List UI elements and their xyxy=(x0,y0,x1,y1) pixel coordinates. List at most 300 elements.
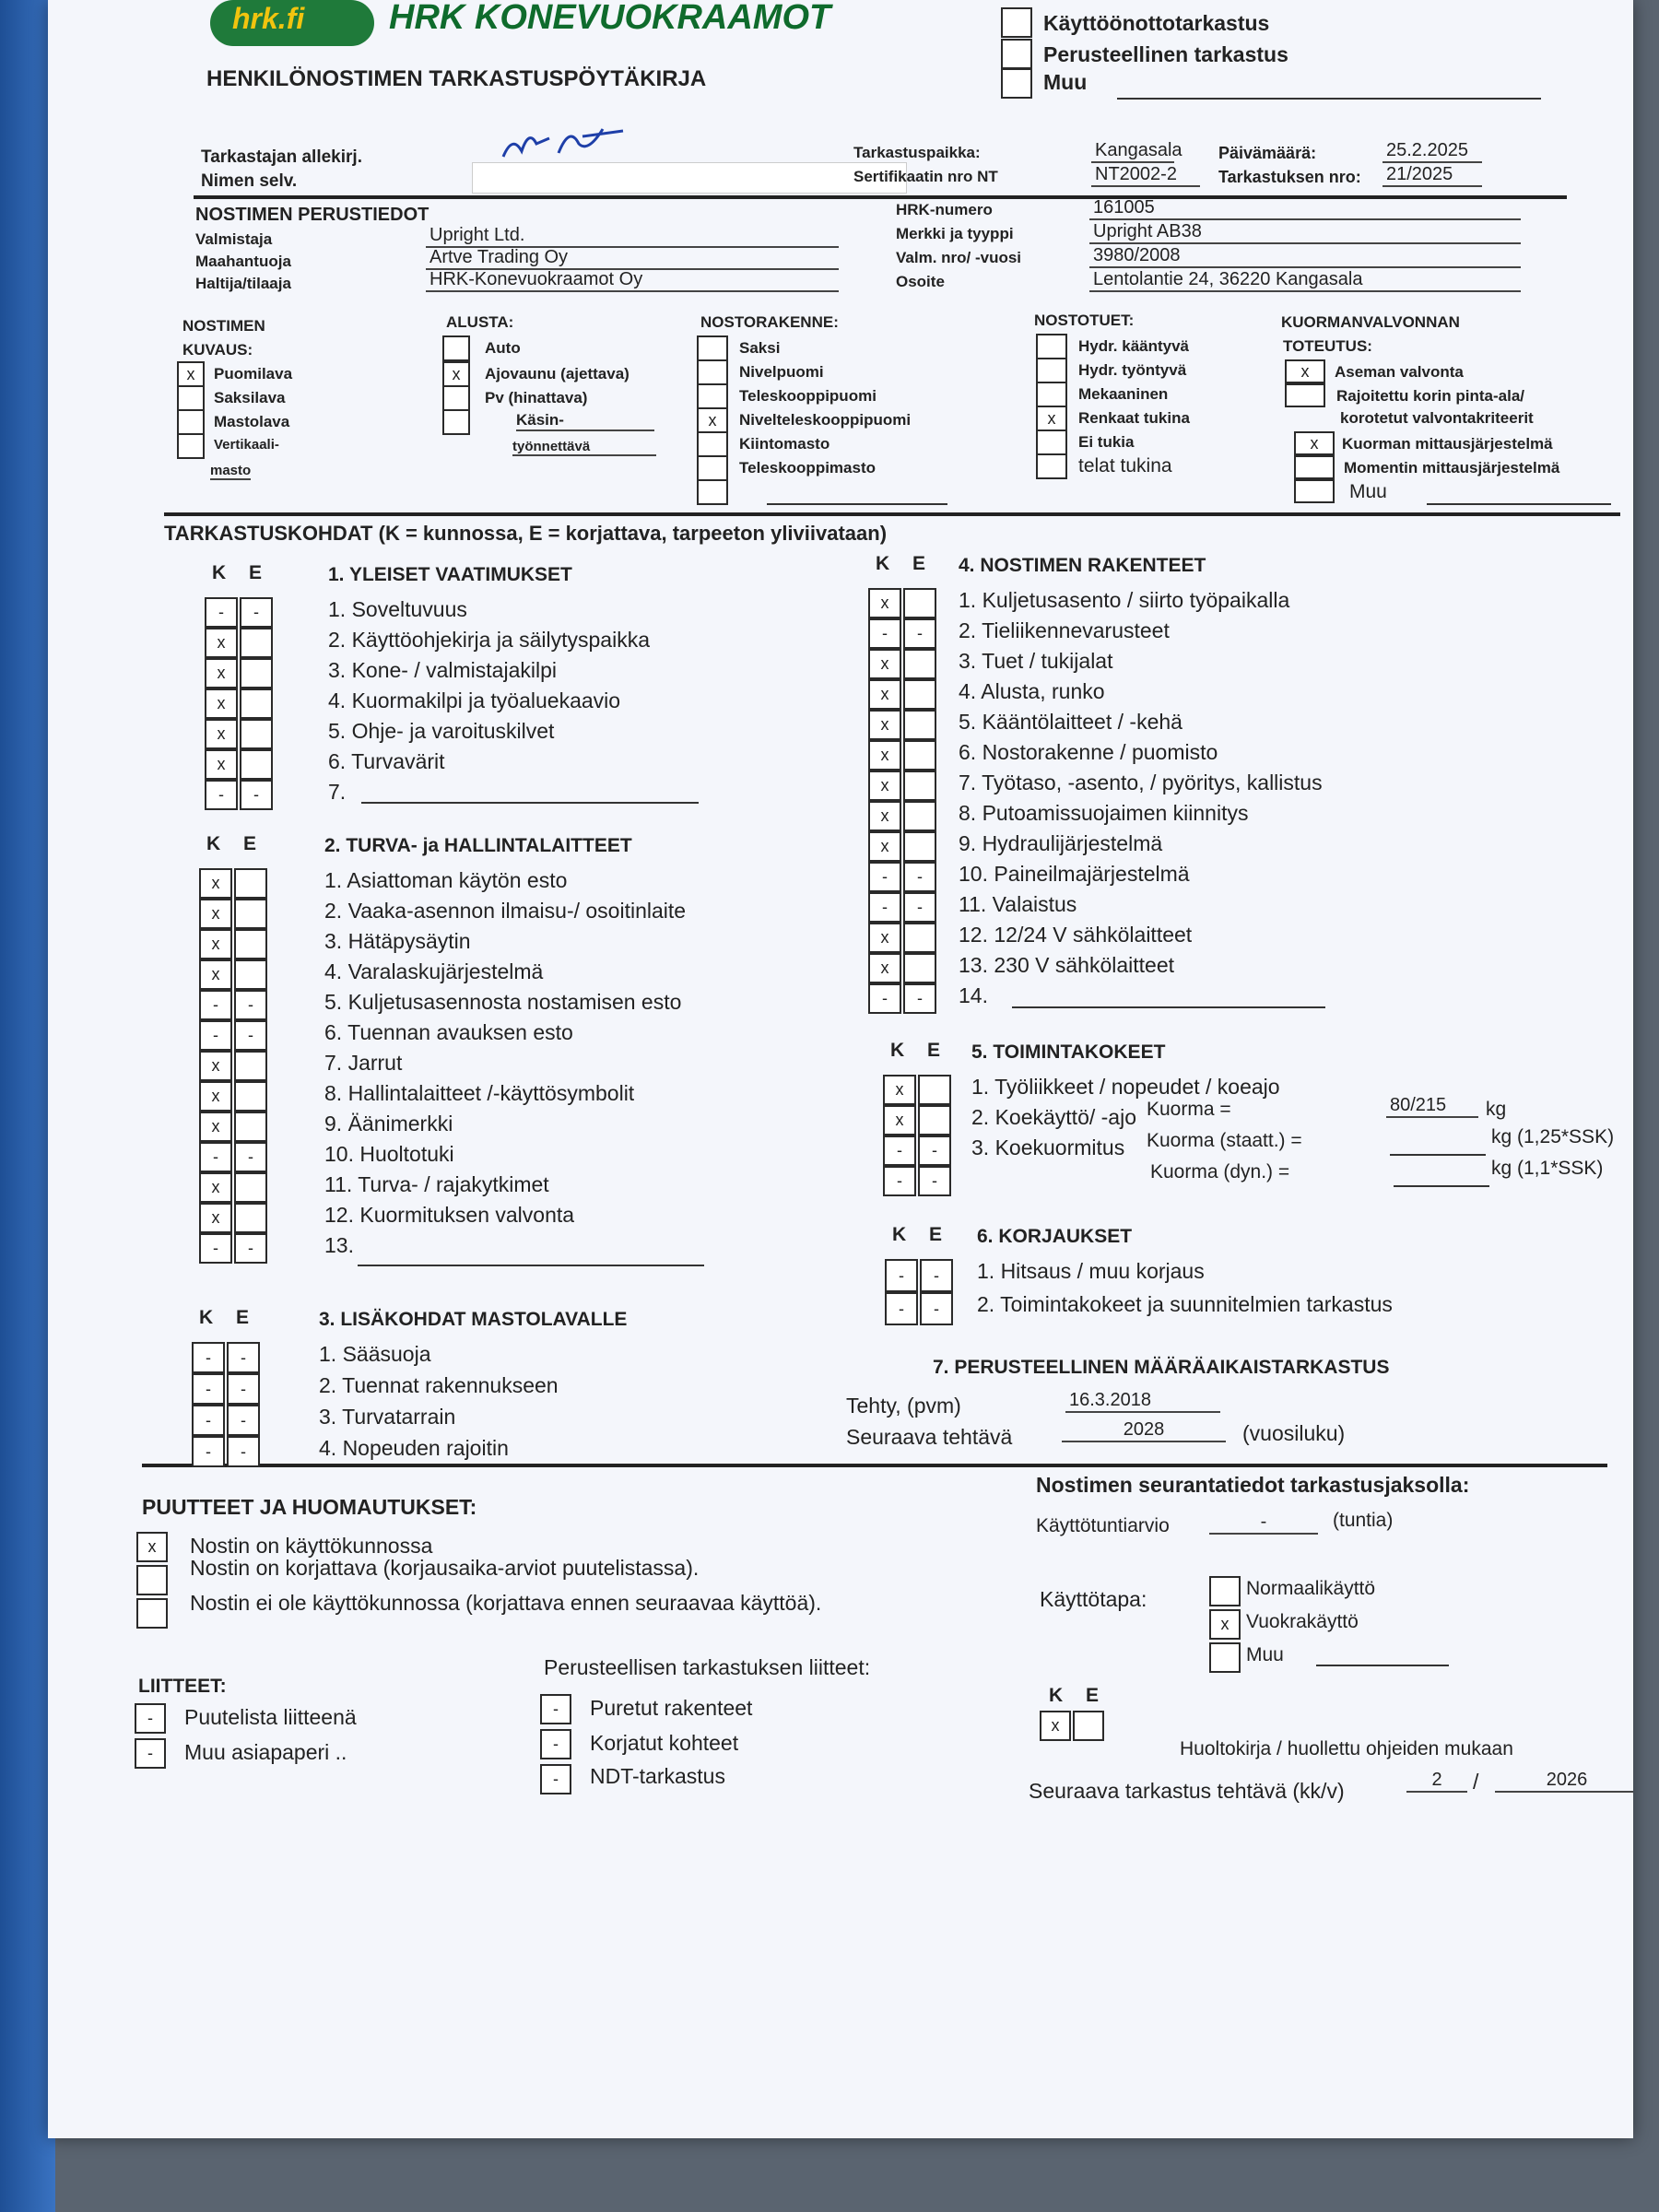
tuet-checkbox-2[interactable] xyxy=(1036,382,1067,407)
done-value: 16.3.2018 xyxy=(1065,1390,1220,1413)
rakenne-checkbox-0[interactable] xyxy=(697,335,728,361)
general-e-checkbox[interactable] xyxy=(240,688,273,719)
next-inspection-month: 2 xyxy=(1406,1770,1467,1793)
structures-k-checkbox[interactable]: - xyxy=(868,618,901,649)
general-k-checkbox[interactable]: x xyxy=(205,719,238,749)
safety-item-label: 5. Kuljetusasennosta nostamisen esto xyxy=(324,990,682,1014)
signer-label: Tarkastajan allekirj. xyxy=(201,147,362,167)
safety-item-label: 7. Jarrut xyxy=(324,1051,403,1075)
function-title: 5. TOIMINTAKOKEET xyxy=(971,1041,1166,1063)
structures-item-label: 5. Kääntölaitteet / -kehä xyxy=(959,710,1182,734)
structures-item-label: 6. Nostorakenne / puomisto xyxy=(959,740,1218,764)
basic-title: NOSTIMEN PERUSTIEDOT xyxy=(195,205,429,225)
load-unit: kg xyxy=(1486,1099,1507,1120)
remark-checkbox-1[interactable] xyxy=(136,1565,168,1595)
type-checkbox-1[interactable] xyxy=(1001,39,1032,69)
rakenne-label-5: Teleskooppimasto xyxy=(739,459,876,477)
structures-e-checkbox[interactable] xyxy=(903,801,936,831)
safety-e-checkbox[interactable] xyxy=(234,929,267,959)
tuet-checkbox-0[interactable] xyxy=(1036,334,1067,359)
insp-no-value: 21/2025 xyxy=(1382,164,1482,187)
safety-k-checkbox[interactable]: x xyxy=(199,1081,232,1112)
safety-e-checkbox[interactable] xyxy=(234,1112,267,1142)
general-e-checkbox[interactable] xyxy=(240,628,273,658)
remark-label-1: Nostin on korjattava (korjausaika-arviot puutelistassa). xyxy=(190,1556,700,1580)
general-title: 1. YLEISET VAATIMUKSET xyxy=(328,564,572,585)
checks-title: TARKASTUSKOHDAT (K = kunnossa, E = korjattava, tarpeeton yliviivataan) xyxy=(164,522,888,545)
structures-item-label: 11. Valaistus xyxy=(959,892,1077,916)
structures-e-checkbox[interactable] xyxy=(903,771,936,801)
kuvaus-label-1: Saksilava xyxy=(214,389,286,406)
dyn-load-label: Kuorma (dyn.) = xyxy=(1150,1161,1290,1182)
safety-item-label: 9. Äänimerkki xyxy=(324,1112,453,1135)
type-label-2: Muu xyxy=(1043,70,1088,94)
usage-label-2: Muu xyxy=(1246,1644,1284,1665)
alusta-label-1: Ajovaunu (ajettava) xyxy=(485,365,629,382)
hrk-label: HRK-numero xyxy=(896,201,993,218)
type-label-1: Perusteellinen tarkastus xyxy=(1043,42,1288,66)
mast-k-header: K xyxy=(199,1307,214,1328)
mast-item-label: 1. Sääsuoja xyxy=(319,1342,431,1366)
valvonta-checkbox-4[interactable] xyxy=(1294,479,1335,503)
function-item-label: 2. Koekäyttö/ -ajo xyxy=(971,1105,1136,1129)
general-e-checkbox[interactable] xyxy=(240,719,273,749)
importer-value: Artve Trading Oy xyxy=(426,247,839,270)
hours-unit: (tuntia) xyxy=(1333,1510,1394,1531)
tuet-checkbox-5[interactable] xyxy=(1036,453,1067,479)
address-value: Lentolantie 24, 36220 Kangasala xyxy=(1089,269,1521,292)
safety-e-checkbox[interactable] xyxy=(234,1081,267,1112)
kuvaus-checkbox-0[interactable]: x xyxy=(177,361,205,387)
rakenne-checkbox-6[interactable] xyxy=(697,479,728,505)
safety-e-checkbox[interactable] xyxy=(234,959,267,990)
remark-checkbox-2[interactable] xyxy=(136,1598,168,1629)
maker-value: Upright Ltd. xyxy=(426,225,839,248)
safety-k-checkbox[interactable]: - xyxy=(199,1233,232,1264)
structures-k-checkbox[interactable]: x xyxy=(868,831,901,862)
structures-item-label: 9. Hydraulijärjestelmä xyxy=(959,831,1163,855)
folder-edge xyxy=(0,0,55,2212)
mast-title: 3. LISÄKOHDAT MASTOLAVALLE xyxy=(319,1309,628,1330)
safety-item-label: 13. xyxy=(324,1233,354,1257)
kuvaus-title-1: NOSTIMEN xyxy=(182,317,265,335)
safety-item-label: 4. Varalaskujärjestelmä xyxy=(324,959,544,983)
alusta-extra-2: työnnettävä xyxy=(512,439,656,456)
kuvaus-checkbox-3[interactable] xyxy=(177,433,205,459)
structures-title: 4. NOSTIMEN RAKENTEET xyxy=(959,555,1206,576)
alusta-label-2: Pv (hinattava) xyxy=(485,389,588,406)
mast-k-checkbox[interactable]: - xyxy=(192,1405,225,1436)
tuet-label-2: Mekaaninen xyxy=(1078,385,1169,403)
general-e-header: E xyxy=(249,562,263,583)
blank-item-line xyxy=(358,1265,704,1266)
remarks-title: PUUTTEET JA HUOMAUTUKSET: xyxy=(142,1495,477,1519)
next-inspection-label: Seuraava tarkastus tehtävä (kk/v) xyxy=(1029,1779,1345,1803)
alusta-checkbox-3[interactable] xyxy=(442,409,470,435)
thorough-checkbox-0[interactable]: - xyxy=(540,1694,571,1724)
tuet-checkbox-3[interactable]: x xyxy=(1036,406,1067,431)
repairs-k-checkbox[interactable]: - xyxy=(885,1259,918,1292)
mast-k-checkbox[interactable]: - xyxy=(192,1436,225,1467)
function-k-checkbox[interactable]: - xyxy=(883,1135,916,1166)
dyn-load-unit: kg (1,1*SSK) xyxy=(1491,1158,1604,1179)
attachment-checkbox-1[interactable]: - xyxy=(135,1738,166,1769)
safety-k-checkbox[interactable]: x xyxy=(199,1051,232,1081)
service-k-header: K xyxy=(1049,1685,1064,1706)
general-item-label: 1. Soveltuvuus xyxy=(328,597,467,621)
repairs-item-label: 2. Toimintakokeet ja suunnitelmien tarkastus xyxy=(977,1292,1393,1316)
function-k-checkbox[interactable]: x xyxy=(883,1105,916,1135)
safety-e-checkbox[interactable] xyxy=(234,868,267,899)
thorough-checkbox-1[interactable]: - xyxy=(540,1729,571,1759)
structures-item-label: 2. Tieliikennevarusteet xyxy=(959,618,1170,642)
followup-title: Nostimen seurantatiedot tarkastusjaksolla: xyxy=(1036,1473,1470,1497)
valvonta-checkbox-0[interactable]: x xyxy=(1285,359,1325,383)
general-k-checkbox[interactable]: - xyxy=(205,597,238,628)
structures-e-checkbox[interactable] xyxy=(903,923,936,953)
safety-item-label: 2. Vaaka-asennon ilmaisu-/ osoitinlaite xyxy=(324,899,687,923)
thorough-label-2: NDT-tarkastus xyxy=(590,1764,725,1788)
safety-item-label: 10. Huoltotuki xyxy=(324,1142,454,1166)
general-e-checkbox[interactable]: - xyxy=(240,597,273,628)
structures-e-checkbox[interactable] xyxy=(903,679,936,710)
thorough-checkbox-2[interactable]: - xyxy=(540,1764,571,1794)
tuet-label-3: Renkaat tukina xyxy=(1078,409,1190,427)
rakenne-label-0: Saksi xyxy=(739,339,781,357)
rakenne-title: NOSTORAKENNE: xyxy=(700,313,839,331)
structures-e-checkbox[interactable] xyxy=(903,710,936,740)
safety-k-checkbox[interactable]: - xyxy=(199,1020,232,1051)
logo-text: hrk.fi xyxy=(232,2,305,35)
valvonta-label-0: Aseman valvonta xyxy=(1335,363,1464,381)
general-k-checkbox[interactable]: x xyxy=(205,628,238,658)
structures-e-checkbox[interactable]: - xyxy=(903,892,936,923)
owner-value: HRK-Konevuokraamot Oy xyxy=(426,269,839,292)
tuet-label-0: Hydr. kääntyvä xyxy=(1078,337,1190,355)
general-k-checkbox[interactable]: x xyxy=(205,688,238,719)
repairs-e-checkbox[interactable]: - xyxy=(920,1259,953,1292)
name-label: Nimen selv. xyxy=(201,171,298,191)
usage-checkbox-0[interactable] xyxy=(1209,1576,1241,1606)
structures-k-checkbox[interactable]: x xyxy=(868,953,901,983)
tuet-label-5: telat tukina xyxy=(1078,455,1172,477)
function-k-checkbox[interactable]: x xyxy=(883,1075,916,1105)
next-thorough-unit: (vuosiluku) xyxy=(1242,1421,1346,1445)
divider-3 xyxy=(142,1464,1607,1467)
tuet-label-1: Hydr. työntyvä xyxy=(1078,361,1187,379)
alusta-checkbox-1[interactable]: x xyxy=(442,361,470,387)
structures-item-label: 7. Työtaso, -asento, / pyöritys, kallistus xyxy=(959,771,1323,794)
valvonta-extra: korotetut valvontakriteerit xyxy=(1340,409,1534,427)
structures-k-checkbox[interactable]: - xyxy=(868,983,901,1014)
general-k-checkbox[interactable]: x xyxy=(205,658,238,688)
structures-item-label: 13. 230 V sähkölaitteet xyxy=(959,953,1174,977)
structures-k-checkbox[interactable]: x xyxy=(868,649,901,679)
structures-e-checkbox[interactable]: - xyxy=(903,618,936,649)
repairs-k-checkbox[interactable]: - xyxy=(885,1292,918,1325)
usage-label-0: Normaalikäyttö xyxy=(1246,1578,1376,1599)
general-e-checkbox[interactable] xyxy=(240,749,273,780)
general-item-label: 6. Turvavärit xyxy=(328,749,445,773)
mast-item-label: 2. Tuennat rakennukseen xyxy=(319,1373,559,1397)
function-e-checkbox[interactable]: - xyxy=(918,1166,951,1196)
hrk-value: 161005 xyxy=(1089,197,1521,220)
general-item-label: 3. Kone- / valmistajakilpi xyxy=(328,658,557,682)
structures-item-label: 3. Tuet / tukijalat xyxy=(959,649,1113,673)
safety-e-checkbox[interactable] xyxy=(234,1051,267,1081)
structures-k-checkbox[interactable]: x xyxy=(868,740,901,771)
serial-value: 3980/2008 xyxy=(1089,245,1521,268)
thorough-title: 7. PERUSTEELLINEN MÄÄRÄAIKAISTARKASTUS xyxy=(933,1357,1390,1378)
structures-k-checkbox[interactable]: - xyxy=(868,892,901,923)
safety-title: 2. TURVA- ja HALLINTALAITTEET xyxy=(324,835,632,856)
tuet-checkbox-1[interactable] xyxy=(1036,358,1067,383)
rakenne-label-2: Teleskooppipuomi xyxy=(739,387,877,405)
serial-label: Valm. nro/ -vuosi xyxy=(896,249,1022,266)
safety-e-checkbox[interactable]: - xyxy=(234,1020,267,1051)
address-label: Osoite xyxy=(896,273,945,290)
hours-label: Käyttötuntiarvio xyxy=(1036,1515,1170,1536)
rakenne-checkbox-5[interactable] xyxy=(697,455,728,481)
structures-k-checkbox[interactable]: x xyxy=(868,710,901,740)
brand-name: HRK KONEVUOKRAAMOT xyxy=(389,0,831,37)
remark-label-2: Nostin ei ole käyttökunnossa (korjattava ennen seuraavaa käyttöä). xyxy=(190,1591,822,1615)
blank-item-line xyxy=(361,802,699,804)
model-value: Upright AB38 xyxy=(1089,221,1521,244)
safety-k-checkbox[interactable]: x xyxy=(199,1203,232,1233)
function-k-header: K xyxy=(890,1040,905,1061)
valvonta-checkbox-1[interactable] xyxy=(1285,383,1325,407)
structures-e-checkbox[interactable] xyxy=(903,953,936,983)
remark-label-0: Nostin on käyttökunnossa xyxy=(190,1534,433,1558)
tuet-title: NOSTOTUET: xyxy=(1034,312,1135,329)
general-e-checkbox[interactable]: - xyxy=(240,780,273,810)
general-item-label: 2. Käyttöohjekirja ja säilytyspaikka xyxy=(328,628,650,652)
usage-label: Käyttötapa: xyxy=(1040,1587,1147,1611)
function-e-checkbox[interactable] xyxy=(918,1075,951,1105)
rakenne-other-line xyxy=(767,503,947,505)
mast-e-checkbox[interactable]: - xyxy=(227,1342,260,1373)
structures-e-checkbox[interactable] xyxy=(903,588,936,618)
static-load-unit: kg (1,25*SSK) xyxy=(1491,1126,1615,1147)
safety-item-label: 12. Kuormituksen valvonta xyxy=(324,1203,575,1227)
rakenne-checkbox-1[interactable] xyxy=(697,359,728,385)
valvonta-label-3: Momentin mittausjärjestelmä xyxy=(1344,459,1560,477)
attachments-title: LIITTEET: xyxy=(138,1676,227,1697)
safety-k-checkbox[interactable]: x xyxy=(199,899,232,929)
type-label-0: Käyttöönottotarkastus xyxy=(1043,11,1270,35)
attachment-label-0: Puutelista liitteenä xyxy=(184,1705,357,1729)
safety-item-label: 1. Asiattoman käytön esto xyxy=(324,868,568,892)
safety-item-label: 3. Hätäpysäytin xyxy=(324,929,471,953)
maker-label: Valmistaja xyxy=(195,230,273,248)
repairs-k-header: K xyxy=(892,1224,907,1245)
divider-2 xyxy=(164,512,1620,516)
alusta-checkbox-2[interactable] xyxy=(442,385,470,411)
next-inspection-year: 2026 xyxy=(1495,1770,1633,1793)
done-label: Tehty, (pvm) xyxy=(846,1394,961,1418)
valvonta-checkbox-3[interactable] xyxy=(1294,455,1335,479)
safety-item-label: 8. Hallintalaitteet /-käyttösymbolit xyxy=(324,1081,635,1105)
rakenne-checkbox-3[interactable]: x xyxy=(697,407,728,433)
safety-k-header: K xyxy=(206,833,221,854)
load-label: Kuorma = xyxy=(1147,1099,1231,1120)
general-k-checkbox[interactable]: x xyxy=(205,749,238,780)
structures-e-header: E xyxy=(912,553,926,574)
repairs-title: 6. KORJAUKSET xyxy=(977,1226,1133,1247)
safety-k-checkbox[interactable]: x xyxy=(199,929,232,959)
safety-item-label: 6. Tuennan avauksen esto xyxy=(324,1020,573,1044)
thorough-label-1: Korjatut kohteet xyxy=(590,1731,739,1755)
safety-e-checkbox[interactable]: - xyxy=(234,1233,267,1264)
kuvaus-label-0: Puomilava xyxy=(214,365,293,382)
rakenne-checkbox-2[interactable] xyxy=(697,383,728,409)
mast-k-checkbox[interactable]: - xyxy=(192,1373,225,1405)
mast-e-checkbox[interactable]: - xyxy=(227,1405,260,1436)
valvonta-other-line xyxy=(1427,503,1611,505)
redacted-name xyxy=(472,162,907,194)
type-other-line xyxy=(1117,98,1541,100)
service-k-checkbox[interactable]: x xyxy=(1040,1711,1071,1741)
kuvaus-label-2: Mastolava xyxy=(214,413,290,430)
function-item-label: 1. Työliikkeet / nopeudet / koeajo xyxy=(971,1075,1280,1099)
importer-label: Maahantuoja xyxy=(195,253,291,270)
next-inspection-slash: / xyxy=(1473,1770,1479,1794)
hours-value: - xyxy=(1209,1512,1318,1535)
date-value: 25.2.2025 xyxy=(1382,140,1482,163)
safety-e-checkbox[interactable] xyxy=(234,899,267,929)
service-e-checkbox[interactable] xyxy=(1073,1711,1104,1741)
general-k-checkbox[interactable]: - xyxy=(205,780,238,810)
next-thorough-label: Seuraava tehtävä xyxy=(846,1425,1013,1449)
structures-item-label: 12. 12/24 V sähkölaitteet xyxy=(959,923,1193,947)
safety-k-checkbox[interactable]: x xyxy=(199,1172,232,1203)
structures-k-checkbox[interactable]: x xyxy=(868,679,901,710)
structures-k-header: K xyxy=(876,553,890,574)
usage-checkbox-1[interactable]: x xyxy=(1209,1609,1241,1640)
service-e-header: E xyxy=(1086,1685,1100,1706)
form-title: HENKILÖNOSTIMEN TARKASTUSPÖYTÄKIRJA xyxy=(206,66,707,91)
structures-k-checkbox[interactable]: x xyxy=(868,801,901,831)
safety-e-checkbox[interactable]: - xyxy=(234,1142,267,1172)
function-k-checkbox[interactable]: - xyxy=(883,1166,916,1196)
alusta-extra-1: Käsin- xyxy=(516,411,654,431)
structures-e-checkbox[interactable] xyxy=(903,649,936,679)
remark-checkbox-0[interactable]: x xyxy=(136,1532,168,1562)
structures-item-label: 10. Paineilmajärjestelmä xyxy=(959,862,1190,886)
kuvaus-checkbox-1[interactable] xyxy=(177,385,205,411)
model-label: Merkki ja tyyppi xyxy=(896,225,1014,242)
mast-item-label: 4. Nopeuden rajoitin xyxy=(319,1436,509,1460)
safety-k-checkbox[interactable]: - xyxy=(199,1142,232,1172)
usage-label-1: Vuokrakäyttö xyxy=(1246,1611,1359,1632)
kuvaus-extra: masto xyxy=(210,463,252,478)
usage-checkbox-2[interactable] xyxy=(1209,1642,1241,1673)
function-e-checkbox[interactable]: - xyxy=(918,1135,951,1166)
structures-e-checkbox[interactable]: - xyxy=(903,983,936,1014)
static-load-label: Kuorma (staatt.) = xyxy=(1147,1130,1302,1151)
general-item-label: 7. xyxy=(328,780,347,804)
valvonta-checkbox-2[interactable]: x xyxy=(1294,431,1335,455)
rakenne-label-1: Nivelpuomi xyxy=(739,363,824,381)
safety-k-checkbox[interactable]: x xyxy=(199,868,232,899)
structures-k-checkbox[interactable]: x xyxy=(868,923,901,953)
rakenne-label-4: Kiintomasto xyxy=(739,435,830,453)
repairs-e-checkbox[interactable]: - xyxy=(920,1292,953,1325)
alusta-label-0: Auto xyxy=(485,339,521,357)
type-checkbox-2[interactable] xyxy=(1001,68,1032,99)
mast-e-checkbox[interactable]: - xyxy=(227,1436,260,1467)
date-label: Päivämäärä: xyxy=(1218,144,1317,162)
mast-k-checkbox[interactable]: - xyxy=(192,1342,225,1373)
thorough-label-0: Puretut rakenteet xyxy=(590,1696,753,1720)
structures-k-checkbox[interactable]: x xyxy=(868,588,901,618)
valvonta-label-4: Muu xyxy=(1349,481,1387,502)
kuvaus-label-3: Vertikaali- xyxy=(214,437,279,453)
type-checkbox-0[interactable] xyxy=(1001,7,1032,38)
structures-k-checkbox[interactable]: - xyxy=(868,862,901,892)
mast-item-label: 3. Turvatarrain xyxy=(319,1405,456,1429)
cert-value: NT2002-2 xyxy=(1091,164,1200,187)
repairs-e-header: E xyxy=(929,1224,943,1245)
place-value: Kangasala xyxy=(1091,140,1174,163)
load-value: 80/215 xyxy=(1386,1095,1478,1118)
attachment-checkbox-0[interactable]: - xyxy=(135,1703,166,1734)
structures-e-checkbox[interactable]: - xyxy=(903,862,936,892)
dyn-load-line xyxy=(1394,1185,1489,1187)
kuvaus-title-2: KUVAUS: xyxy=(182,341,253,359)
alusta-title: ALUSTA: xyxy=(446,313,514,331)
structures-e-checkbox[interactable] xyxy=(903,740,936,771)
usage-other-line xyxy=(1316,1665,1449,1666)
general-k-header: K xyxy=(212,562,227,583)
structures-e-checkbox[interactable] xyxy=(903,831,936,862)
valvonta-title-2: TOTEUTUS: xyxy=(1283,337,1372,355)
owner-label: Haltija/tilaaja xyxy=(195,275,291,292)
insp-no-label: Tarkastuksen nro: xyxy=(1218,168,1361,186)
alusta-checkbox-0[interactable] xyxy=(442,335,470,361)
valvonta-label-1: Rajoitettu korin pinta-ala/ xyxy=(1336,387,1525,405)
general-item-label: 4. Kuormakilpi ja työaluekaavio xyxy=(328,688,621,712)
kuvaus-checkbox-2[interactable] xyxy=(177,409,205,435)
safety-k-checkbox[interactable]: - xyxy=(199,990,232,1020)
function-e-checkbox[interactable] xyxy=(918,1105,951,1135)
place-label: Tarkastuspaikka: xyxy=(853,144,981,161)
safety-e-checkbox[interactable] xyxy=(234,1172,267,1203)
structures-item-label: 1. Kuljetusasento / siirto työpaikalla xyxy=(959,588,1290,612)
valvonta-title-1: KUORMANVALVONNAN xyxy=(1281,313,1460,331)
static-load-line xyxy=(1390,1154,1486,1156)
safety-k-checkbox[interactable]: x xyxy=(199,1112,232,1142)
general-item-label: 5. Ohje- ja varoituskilvet xyxy=(328,719,555,743)
safety-e-checkbox[interactable]: - xyxy=(234,990,267,1020)
tuet-checkbox-4[interactable] xyxy=(1036,429,1067,455)
structures-item-label: 8. Putoamissuojaimen kiinnitys xyxy=(959,801,1249,825)
safety-e-checkbox[interactable] xyxy=(234,1203,267,1233)
safety-item-label: 11. Turva- / rajakytkimet xyxy=(324,1172,549,1196)
mast-e-header: E xyxy=(236,1307,250,1328)
safety-k-checkbox[interactable]: x xyxy=(199,959,232,990)
structures-k-checkbox[interactable]: x xyxy=(868,771,901,801)
mast-e-checkbox[interactable]: - xyxy=(227,1373,260,1405)
structures-item-label: 4. Alusta, runko xyxy=(959,679,1105,703)
general-e-checkbox[interactable] xyxy=(240,658,273,688)
valvonta-label-2: Kuorman mittausjärjestelmä xyxy=(1342,435,1553,453)
inspection-form xyxy=(48,0,1633,2138)
cert-label: Sertifikaatin nro NT xyxy=(853,168,998,185)
repairs-item-label: 1. Hitsaus / muu korjaus xyxy=(977,1259,1205,1283)
rakenne-checkbox-4[interactable] xyxy=(697,431,728,457)
